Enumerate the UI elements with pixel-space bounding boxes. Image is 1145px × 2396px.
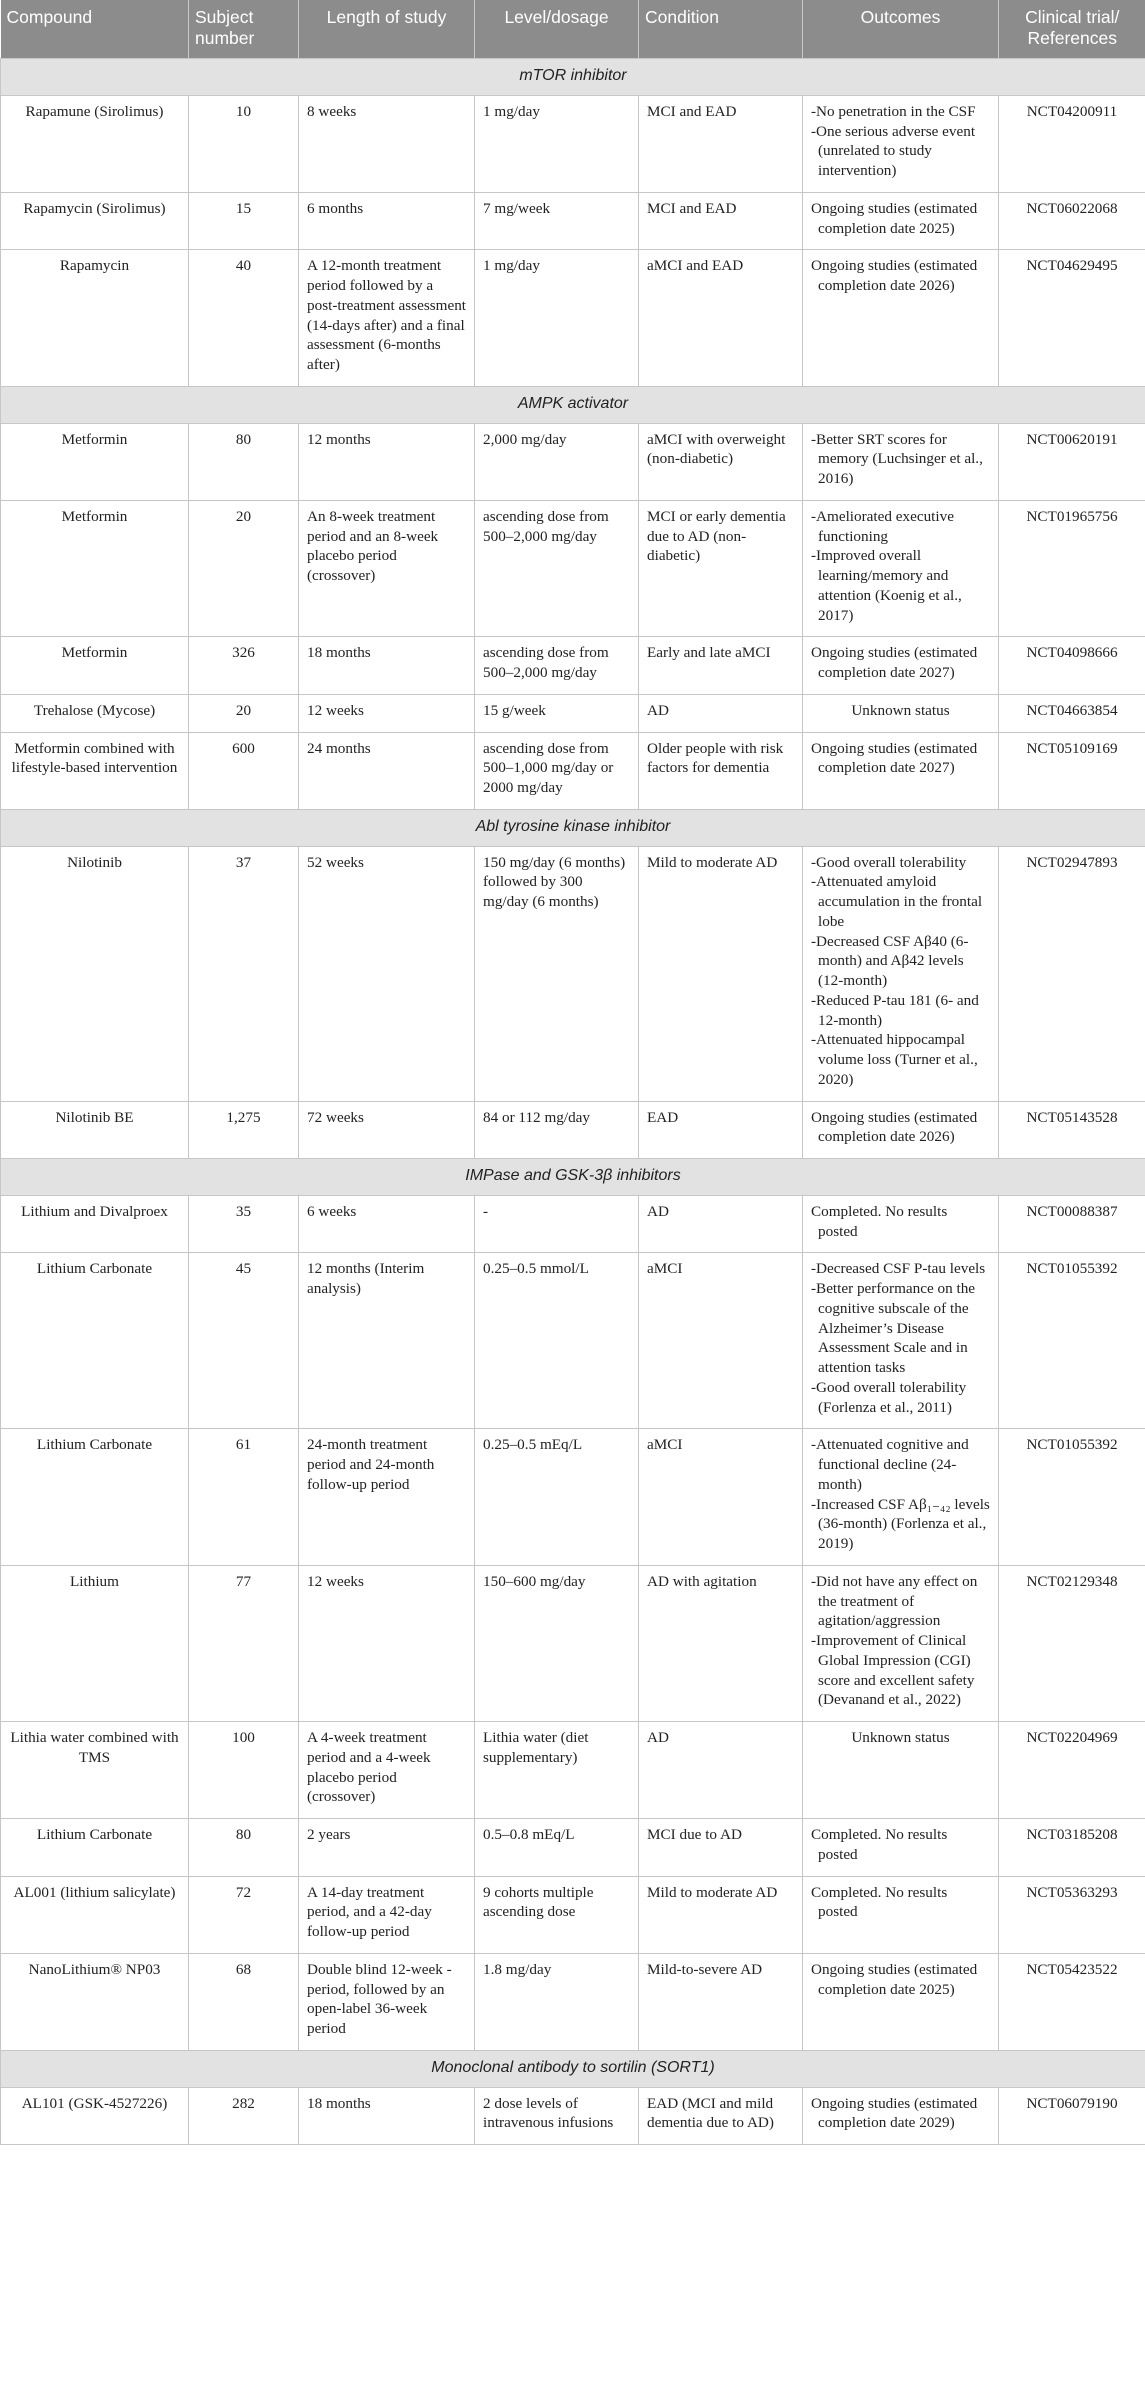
compound-cell: Metformin (1, 423, 189, 500)
condition-cell: aMCI and EAD (639, 250, 803, 387)
clinical-trial-reference-cell: NCT06079190 (999, 2087, 1145, 2145)
compound-cell: NanoLithium® NP03 (1, 1953, 189, 2050)
header-level-dosage: Level/dosage (475, 0, 639, 59)
condition-cell: MCI and EAD (639, 192, 803, 250)
outcomes-cell (803, 1565, 999, 1721)
level-dosage-cell: 150 mg/day (6 months) followed by 300 mg/day (6 months) (475, 846, 639, 1101)
level-dosage-cell: Lithia water (diet supplementary) (475, 1722, 639, 1819)
length-of-study-cell: A 12-month treatment period followed by a post-treatment assessment (14-days after) and a final assessment (6-months after) (299, 250, 475, 387)
table-row (1, 192, 1145, 250)
length-of-study-cell: 8 weeks (299, 95, 475, 192)
section-row (1, 386, 1145, 423)
section-title: IMPase and GSK-3β inhibitors (1, 1159, 1145, 1196)
table-row (1, 637, 1145, 695)
table-row (1, 1195, 1145, 1253)
section-title: Monoclonal antibody to sortilin (SORT1) (1, 2050, 1145, 2087)
level-dosage-cell: 15 g/week (475, 694, 639, 732)
compound-cell: Nilotinib BE (1, 1101, 189, 1159)
length-of-study-cell: 52 weeks (299, 846, 475, 1101)
outcome-item: -Attenuated hippocampal volume loss (Turner et al., 2020) (811, 1031, 978, 1088)
compound-cell: Rapamune (Sirolimus) (1, 95, 189, 192)
compound-cell: AL001 (lithium salicylate) (1, 1876, 189, 1953)
outcomes-cell (803, 732, 999, 809)
clinical-trial-reference-cell: NCT05143528 (999, 1101, 1145, 1159)
condition-cell: MCI and EAD (639, 95, 803, 192)
table-row (1, 1429, 1145, 1566)
outcome-item: Ongoing studies (estimated completion date 2026) (811, 1108, 978, 1146)
outcome-item: Ongoing studies (estimated completion date 2027) (811, 739, 978, 777)
outcomes-cell (803, 1101, 999, 1159)
condition-cell: aMCI (639, 1253, 803, 1429)
length-of-study-cell: 18 months (299, 2087, 475, 2145)
outcome-item: -Ameliorated executive functioning (811, 507, 954, 545)
outcome-item: -Good overall tolerability (811, 853, 967, 871)
outcome-item: -Better performance on the cognitive subscale of the Alzheimer’s Disease Assessment Scale and in attention tasks (811, 1280, 976, 1377)
header-row (1, 0, 1145, 59)
length-of-study-cell: 18 months (299, 637, 475, 695)
table-row (1, 423, 1145, 500)
outcome-item: -One serious adverse event (unrelated to study intervention) (811, 122, 976, 180)
subject-number-cell: 45 (189, 1253, 299, 1429)
compound-cell: Lithium Carbonate (1, 1429, 189, 1566)
outcomes-cell (803, 637, 999, 695)
length-of-study-cell: 12 weeks (299, 1565, 475, 1721)
clinical-trial-reference-cell: NCT06022068 (999, 192, 1145, 250)
level-dosage-cell: 1 mg/day (475, 250, 639, 387)
condition-cell: EAD (639, 1101, 803, 1159)
condition-cell: AD (639, 1722, 803, 1819)
length-of-study-cell: An 8-week treatment period and an 8-week placebo period (crossover) (299, 500, 475, 637)
outcomes-cell (803, 846, 999, 1101)
outcome-item: Ongoing studies (estimated completion date 2027) (811, 644, 978, 682)
level-dosage-cell: ascending dose from 500–1,000 mg/day or 2000 mg/day (475, 732, 639, 809)
length-of-study-cell: 24 months (299, 732, 475, 809)
outcomes-cell (803, 1876, 999, 1953)
clinical-trial-reference-cell: NCT05423522 (999, 1953, 1145, 2050)
subject-number-cell: 35 (189, 1195, 299, 1253)
compound-cell: Lithium Carbonate (1, 1253, 189, 1429)
outcomes-cell (803, 95, 999, 192)
compound-cell: Lithium Carbonate (1, 1819, 189, 1877)
header-subject-number: Subject number (189, 0, 299, 59)
outcomes-cell (803, 423, 999, 500)
compound-cell: Rapamycin (Sirolimus) (1, 192, 189, 250)
length-of-study-cell: A 4-week treatment period and a 4-week placebo period (crossover) (299, 1722, 475, 1819)
header-compound: Compound (1, 0, 189, 59)
outcome-item: Ongoing studies (estimated completion date 2025) (811, 199, 978, 237)
length-of-study-cell: 72 weeks (299, 1101, 475, 1159)
compound-cell: Trehalose (Mycose) (1, 694, 189, 732)
length-of-study-cell: 12 weeks (299, 694, 475, 732)
table-row (1, 1876, 1145, 1953)
clinical-trial-reference-cell: NCT04629495 (999, 250, 1145, 387)
section-title: Abl tyrosine kinase inhibitor (1, 809, 1145, 846)
clinical-trial-reference-cell: NCT01965756 (999, 500, 1145, 637)
outcome-item: -Attenuated amyloid accumulation in the frontal lobe (811, 873, 983, 930)
header-outcomes: Outcomes (803, 0, 999, 59)
clinical-trial-reference-cell: NCT05109169 (999, 732, 1145, 809)
condition-cell: MCI or early dementia due to AD (non-diabetic) (639, 500, 803, 637)
condition-cell: aMCI (639, 1429, 803, 1566)
outcome-item: -No penetration in the CSF (811, 102, 976, 120)
outcome-item: Unknown status (851, 1729, 950, 1747)
length-of-study-cell: 12 months (Interim analysis) (299, 1253, 475, 1429)
level-dosage-cell: - (475, 1195, 639, 1253)
subject-number-cell: 600 (189, 732, 299, 809)
outcome-item: -Improvement of Clinical Global Impression (CGI) score and excellent safety (Devanand et al., 2022) (811, 1632, 975, 1709)
outcome-item: Completed. No results posted (811, 1826, 948, 1863)
outcome-item: -Did not have any effect on the treatment of agitation/aggression (811, 1572, 978, 1630)
table-row (1, 1565, 1145, 1721)
section-row (1, 809, 1145, 846)
clinical-trial-reference-cell: NCT00088387 (999, 1195, 1145, 1253)
condition-cell: AD (639, 694, 803, 732)
subject-number-cell: 77 (189, 1565, 299, 1721)
level-dosage-cell: 0.25–0.5 mmol/L (475, 1253, 639, 1429)
outcome-item: -Decreased CSF P-tau levels (811, 1260, 986, 1278)
subject-number-cell: 37 (189, 846, 299, 1101)
section-title: AMPK activator (1, 386, 1145, 423)
outcomes-cell (803, 500, 999, 637)
clinical-trial-reference-cell: NCT02947893 (999, 846, 1145, 1101)
table-row (1, 1253, 1145, 1429)
subject-number-cell: 80 (189, 423, 299, 500)
outcome-item: -Good overall tolerability (Forlenza et al., 2011) (811, 1378, 967, 1416)
outcomes-cell (803, 1953, 999, 2050)
subject-number-cell: 1,275 (189, 1101, 299, 1159)
condition-cell: MCI due to AD (639, 1819, 803, 1877)
level-dosage-cell: ascending dose from 500–2,000 mg/day (475, 637, 639, 695)
section-row (1, 2050, 1145, 2087)
condition-cell: Mild-to-severe AD (639, 1953, 803, 2050)
level-dosage-cell: 9 cohorts multiple ascending dose (475, 1876, 639, 1953)
section-row (1, 1159, 1145, 1196)
subject-number-cell: 100 (189, 1722, 299, 1819)
table-body (1, 59, 1145, 2145)
compound-cell: Metformin combined with lifestyle-based intervention (1, 732, 189, 809)
compound-cell: AL101 (GSK-4527226) (1, 2087, 189, 2145)
clinical-trial-reference-cell: NCT02129348 (999, 1565, 1145, 1721)
length-of-study-cell: 24-month treatment period and 24-month follow-up period (299, 1429, 475, 1566)
table-row (1, 1953, 1145, 2050)
table-row (1, 250, 1145, 387)
condition-cell: EAD (MCI and mild dementia due to AD) (639, 2087, 803, 2145)
header-length-of-study: Length of study (299, 0, 475, 59)
outcome-item: Ongoing studies (estimated completion date 2025) (811, 1960, 978, 1998)
clinical-trial-reference-cell: NCT01055392 (999, 1429, 1145, 1566)
level-dosage-cell: 0.25–0.5 mEq/L (475, 1429, 639, 1566)
table-row (1, 846, 1145, 1101)
outcomes-cell (803, 1819, 999, 1877)
subject-number-cell: 68 (189, 1953, 299, 2050)
outcome-item: Completed. No results posted (811, 1883, 948, 1921)
level-dosage-cell: 2,000 mg/day (475, 423, 639, 500)
compound-cell: Metformin (1, 637, 189, 695)
subject-number-cell: 61 (189, 1429, 299, 1566)
subject-number-cell: 15 (189, 192, 299, 250)
outcome-item: Unknown status (851, 701, 950, 719)
outcome-item: -Reduced P-tau 181 (6- and 12-month) (811, 991, 979, 1029)
section-row (1, 59, 1145, 96)
compound-cell: Nilotinib (1, 846, 189, 1101)
outcome-item: -Increased CSF Aβ₁₋₄₂ levels (36-month) (Forlenza et al., 2019) (811, 1495, 990, 1553)
outcomes-cell (803, 1429, 999, 1566)
condition-cell: Mild to moderate AD (639, 1876, 803, 1953)
outcome-item: -Improved overall learning/memory and attention (Koenig et al., 2017) (811, 547, 962, 624)
outcome-item: -Better SRT scores for memory (Luchsinger et al., 2016) (811, 430, 983, 488)
outcomes-cell (803, 250, 999, 387)
table-row (1, 1722, 1145, 1819)
subject-number-cell: 20 (189, 500, 299, 637)
outcomes-cell (803, 694, 999, 732)
table-row (1, 2087, 1145, 2145)
subject-number-cell: 282 (189, 2087, 299, 2145)
outcome-item: Completed. No results posted (811, 1202, 948, 1240)
condition-cell: aMCI with overweight (non-diabetic) (639, 423, 803, 500)
clinical-trial-reference-cell: NCT02204969 (999, 1722, 1145, 1819)
subject-number-cell: 72 (189, 1876, 299, 1953)
subject-number-cell: 326 (189, 637, 299, 695)
compound-cell: Lithium and Divalproex (1, 1195, 189, 1253)
length-of-study-cell: A 14-day treatment period, and a 42-day follow-up period (299, 1876, 475, 1953)
length-of-study-cell: 2 years (299, 1819, 475, 1877)
clinical-trial-reference-cell: NCT05363293 (999, 1876, 1145, 1953)
clinical-trial-reference-cell: NCT01055392 (999, 1253, 1145, 1429)
level-dosage-cell: 0.5–0.8 mEq/L (475, 1819, 639, 1877)
subject-number-cell: 20 (189, 694, 299, 732)
clinical-trial-reference-cell: NCT04200911 (999, 95, 1145, 192)
condition-cell: AD (639, 1195, 803, 1253)
table-row (1, 1819, 1145, 1877)
header-condition: Condition (639, 0, 803, 59)
clinical-trial-reference-cell: NCT04663854 (999, 694, 1145, 732)
subject-number-cell: 80 (189, 1819, 299, 1877)
outcomes-cell (803, 1722, 999, 1819)
level-dosage-cell: 150–600 mg/day (475, 1565, 639, 1721)
clinical-trial-reference-cell: NCT03185208 (999, 1819, 1145, 1877)
table-row (1, 694, 1145, 732)
clinical-trial-reference-cell: NCT00620191 (999, 423, 1145, 500)
level-dosage-cell: 84 or 112 mg/day (475, 1101, 639, 1159)
condition-cell: Early and late aMCI (639, 637, 803, 695)
outcome-item: Ongoing studies (estimated completion date 2029) (811, 2094, 978, 2132)
outcomes-cell (803, 1195, 999, 1253)
level-dosage-cell: 2 dose levels of intravenous infusions (475, 2087, 639, 2145)
header-clinical-trial-references: Clinical trial/ References (999, 0, 1145, 59)
length-of-study-cell: 6 weeks (299, 1195, 475, 1253)
outcomes-cell (803, 2087, 999, 2145)
length-of-study-cell: Double blind 12-week -period, followed by an open-label 36-week period (299, 1953, 475, 2050)
level-dosage-cell: 1.8 mg/day (475, 1953, 639, 2050)
condition-cell: Older people with risk factors for dementia (639, 732, 803, 809)
clinical-trial-reference-cell: NCT04098666 (999, 637, 1145, 695)
table-row (1, 95, 1145, 192)
table-row (1, 500, 1145, 637)
outcomes-cell (803, 1253, 999, 1429)
compound-cell: Lithia water combined with TMS (1, 1722, 189, 1819)
compound-cell: Rapamycin (1, 250, 189, 387)
outcomes-cell (803, 192, 999, 250)
table-row (1, 732, 1145, 809)
level-dosage-cell: 7 mg/week (475, 192, 639, 250)
compound-cell: Metformin (1, 500, 189, 637)
outcome-item: -Decreased CSF Aβ40 (6-month) and Aβ42 levels (12-month) (811, 932, 969, 990)
length-of-study-cell: 6 months (299, 192, 475, 250)
outcome-item: -Attenuated cognitive and functional decline (24-month) (811, 1436, 969, 1493)
length-of-study-cell: 12 months (299, 423, 475, 500)
table-row (1, 1101, 1145, 1159)
compound-cell: Lithium (1, 1565, 189, 1721)
condition-cell: Mild to moderate AD (639, 846, 803, 1101)
subject-number-cell: 40 (189, 250, 299, 387)
subject-number-cell: 10 (189, 95, 299, 192)
condition-cell: AD with agitation (639, 1565, 803, 1721)
level-dosage-cell: 1 mg/day (475, 95, 639, 192)
section-title: mTOR inhibitor (1, 59, 1145, 96)
level-dosage-cell: ascending dose from 500–2,000 mg/day (475, 500, 639, 637)
outcome-item: Ongoing studies (estimated completion date 2026) (811, 257, 978, 295)
